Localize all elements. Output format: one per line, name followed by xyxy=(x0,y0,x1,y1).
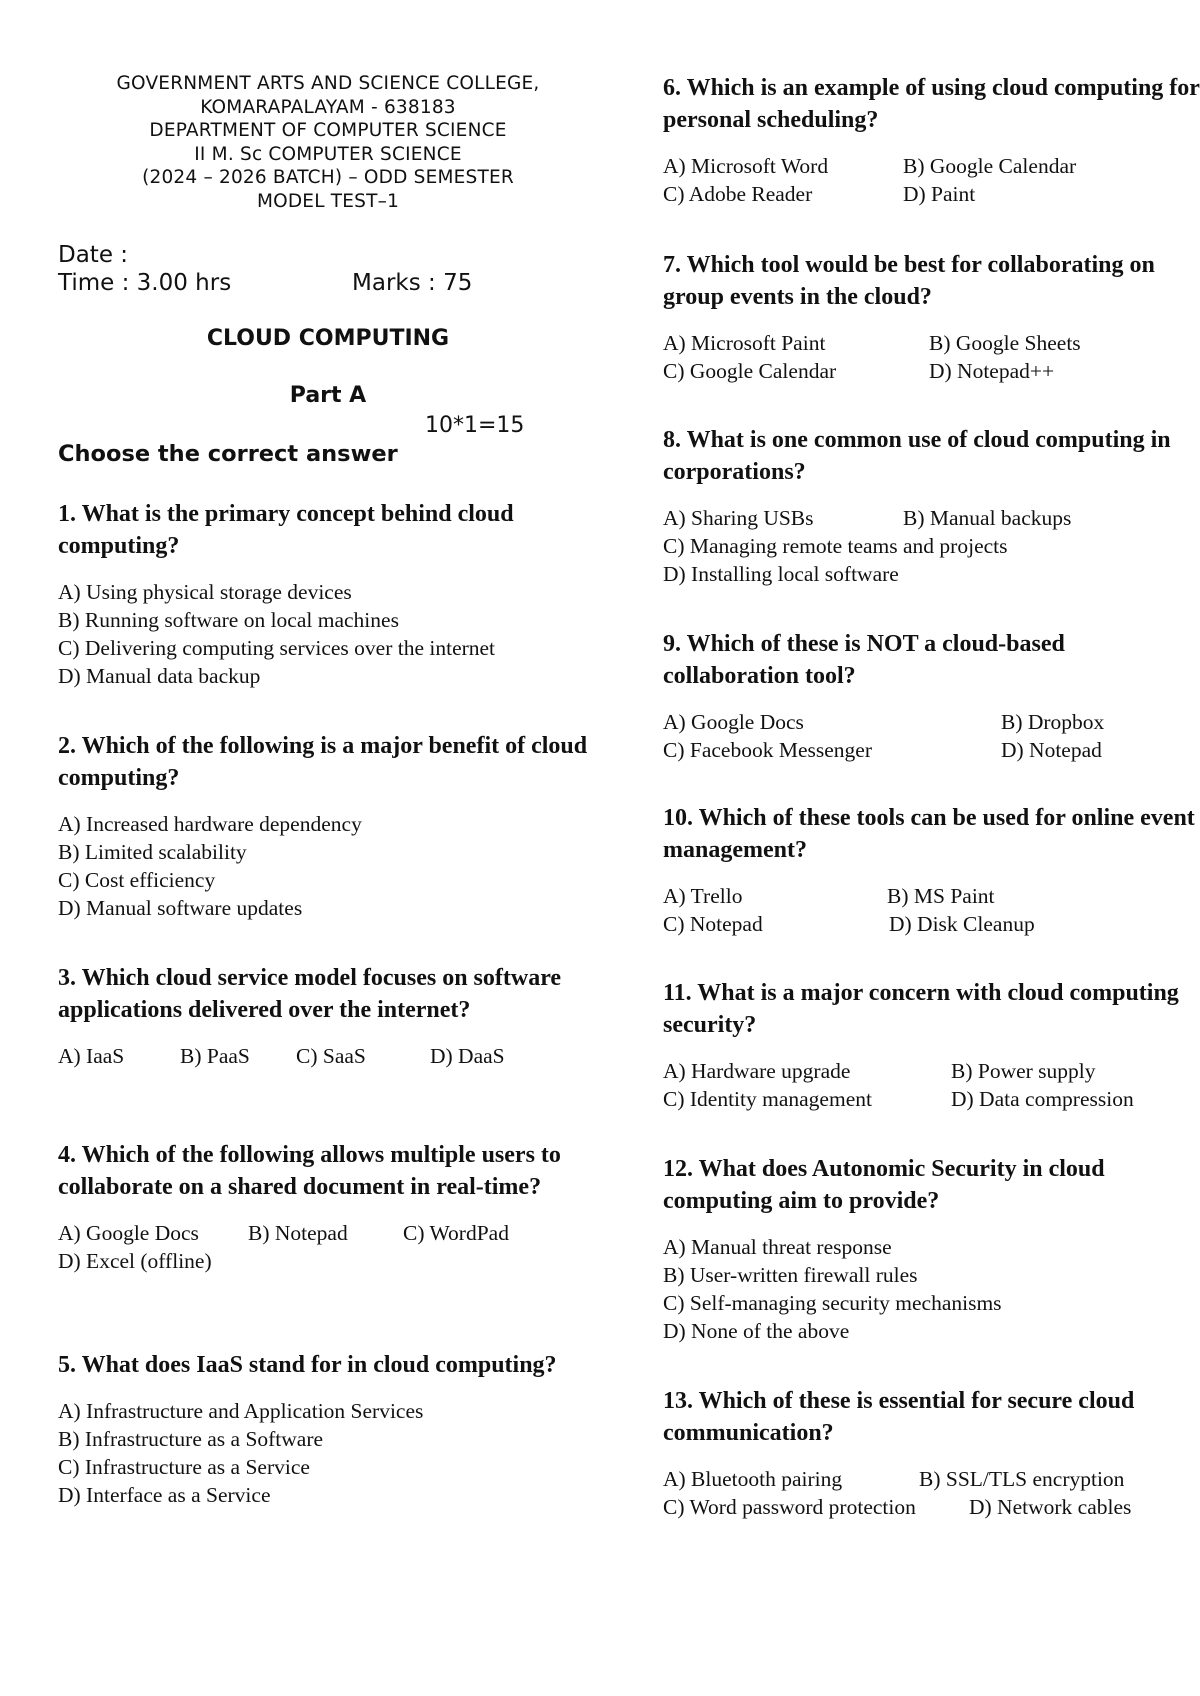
question-text: 4. Which of the following allows multiple users to collaborate on a shared document in real-time? xyxy=(58,1142,561,1200)
header-course: II M. Sc COMPUTER SCIENCE xyxy=(194,143,462,165)
option: D) Notepad++ xyxy=(929,359,1055,383)
option: D) Notepad xyxy=(1001,738,1102,762)
question-text: 10. Which of these tools can be used for online event management? xyxy=(663,805,1195,863)
question-9 xyxy=(663,628,1200,764)
option: B) Notepad xyxy=(248,1221,348,1245)
option: B) Dropbox xyxy=(1001,710,1105,734)
option-row xyxy=(663,1085,1200,1113)
option-list xyxy=(663,708,1200,764)
option: D) Excel (offline) xyxy=(58,1249,212,1273)
option: D) Manual software updates xyxy=(58,896,303,920)
question-7 xyxy=(663,249,1200,385)
option-list xyxy=(663,882,1200,938)
option-row xyxy=(663,736,1200,764)
option-list xyxy=(663,1465,1200,1521)
option-row xyxy=(663,1465,1200,1493)
option: D) Network cables xyxy=(969,1495,1132,1519)
option: C) Delivering computing services over the internet xyxy=(58,636,496,660)
option: A) Bluetooth pairing xyxy=(663,1467,843,1491)
option-row xyxy=(663,504,1200,532)
option: D) Manual data backup xyxy=(58,664,261,688)
option: D) None of the above xyxy=(663,1319,850,1343)
option: A) Manual threat response xyxy=(663,1235,892,1259)
question-6 xyxy=(663,72,1200,208)
option-row xyxy=(58,1219,598,1247)
option-list xyxy=(58,578,598,690)
instruction: Choose the correct answer xyxy=(58,441,398,467)
option: A) Google Docs xyxy=(58,1221,199,1245)
option: B) Power supply xyxy=(951,1059,1096,1083)
question-text: 2. Which of the following is a major benefit of cloud computing? xyxy=(58,733,588,791)
option: C) Managing remote teams and projects xyxy=(663,534,1008,558)
question-text: 9. Which of these is NOT a cloud-based collaboration tool? xyxy=(663,631,1065,689)
question-text: 13. Which of these is essential for secure cloud communication? xyxy=(663,1388,1135,1446)
question-8 xyxy=(663,424,1200,588)
header-department: DEPARTMENT OF COMPUTER SCIENCE xyxy=(149,120,507,141)
question-text: 11. What is a major concern with cloud computing security? xyxy=(663,980,1179,1038)
option-list xyxy=(58,1397,598,1509)
option-list xyxy=(58,1219,598,1275)
question-2 xyxy=(58,730,598,922)
option: A) Microsoft Word xyxy=(663,154,829,178)
option: D) Installing local software xyxy=(663,562,899,586)
option: B) Google Calendar xyxy=(903,154,1077,178)
option-row xyxy=(663,910,1200,938)
option: C) Identity management xyxy=(663,1087,872,1111)
option-row xyxy=(663,180,1200,208)
option: B) Infrastructure as a Software xyxy=(58,1427,324,1451)
option: C) Notepad xyxy=(663,912,763,936)
option: D) Disk Cleanup xyxy=(889,912,1035,936)
question-text: 12. What does Autonomic Security in cloud computing aim to provide? xyxy=(663,1156,1105,1214)
option-list xyxy=(663,1057,1200,1113)
option-list xyxy=(663,1233,1200,1345)
option-row xyxy=(663,882,1200,910)
option: A) Hardware upgrade xyxy=(663,1059,851,1083)
option: B) User-written firewall rules xyxy=(663,1263,918,1287)
option: A) Infrastructure and Application Services xyxy=(58,1399,424,1423)
question-text: 1. What is the primary concept behind cloud computing? xyxy=(58,501,514,559)
option: A) Google Docs xyxy=(663,710,804,734)
option: A) Microsoft Paint xyxy=(663,331,826,355)
option: C) Google Calendar xyxy=(663,359,837,383)
option: B) Manual backups xyxy=(903,506,1072,530)
question-12 xyxy=(663,1153,1200,1345)
option: C) WordPad xyxy=(403,1221,509,1245)
option-row xyxy=(663,708,1200,736)
option: D) DaaS xyxy=(430,1044,505,1068)
option: A) Using physical storage devices xyxy=(58,580,352,604)
question-4 xyxy=(58,1139,598,1275)
question-10 xyxy=(663,802,1200,938)
option: A) IaaS xyxy=(58,1044,125,1068)
option: C) Infrastructure as a Service xyxy=(58,1455,310,1479)
part-title: Part A xyxy=(289,383,367,408)
date-label: Date : xyxy=(58,242,129,268)
time-marks-line xyxy=(58,270,598,296)
question-11 xyxy=(663,977,1200,1113)
option: B) MS Paint xyxy=(887,884,995,908)
option-list xyxy=(58,810,598,922)
option: B) Google Sheets xyxy=(929,331,1081,355)
option: D) Interface as a Service xyxy=(58,1483,271,1507)
option: C) Facebook Messenger xyxy=(663,738,872,762)
header-location: KOMARAPALAYAM - 638183 xyxy=(200,96,456,118)
option: B) PaaS xyxy=(180,1044,250,1068)
option-row xyxy=(663,1493,1200,1521)
option-row xyxy=(663,1057,1200,1085)
question-text: 3. Which cloud service model focuses on software applications delivered over the internet? xyxy=(58,965,562,1023)
marks-label: Marks : 75 xyxy=(352,270,473,296)
question-text: 6. Which is an example of using cloud computing for personal scheduling? xyxy=(663,75,1200,133)
college-header xyxy=(58,72,598,213)
question-text: 8. What is one common use of cloud computing in corporations? xyxy=(663,427,1171,485)
option: C) Word password protection xyxy=(663,1495,916,1519)
marks-formula: 10*1=15 xyxy=(425,413,525,438)
subject-title: CLOUD COMPUTING xyxy=(206,326,450,351)
option-row xyxy=(58,1042,598,1070)
option: C) SaaS xyxy=(296,1044,366,1068)
option: D) Data compression xyxy=(951,1087,1134,1111)
option-list xyxy=(663,504,1200,588)
option-row xyxy=(663,152,1200,180)
option: B) Running software on local machines xyxy=(58,608,399,632)
option-list xyxy=(663,329,1200,385)
question-3 xyxy=(58,962,598,1070)
option-row xyxy=(663,357,1200,385)
option: A) Trello xyxy=(663,884,743,908)
option: C) Self-managing security mechanisms xyxy=(663,1291,1002,1315)
option-row xyxy=(663,329,1200,357)
option-list xyxy=(58,1042,598,1070)
header-test: MODEL TEST–1 xyxy=(256,190,400,212)
question-1 xyxy=(58,498,598,690)
option-list xyxy=(663,152,1200,208)
question-5 xyxy=(58,1349,598,1509)
question-text: 5. What does IaaS stand for in cloud computing? xyxy=(58,1352,557,1378)
header-college: GOVERNMENT ARTS AND SCIENCE COLLEGE, xyxy=(116,73,540,94)
option: C) Cost efficiency xyxy=(58,868,216,892)
question-13 xyxy=(663,1385,1200,1521)
header-batch: (2024 – 2026 BATCH) – ODD SEMESTER xyxy=(142,167,514,188)
option: B) Limited scalability xyxy=(58,840,247,864)
question-text: 7. Which tool would be best for collaborating on group events in the cloud? xyxy=(663,252,1155,310)
option: D) Paint xyxy=(903,182,976,206)
option: B) SSL/TLS encryption xyxy=(919,1467,1125,1491)
option: A) Sharing USBs xyxy=(663,506,814,530)
option: C) Adobe Reader xyxy=(663,182,813,206)
option: A) Increased hardware dependency xyxy=(58,812,362,836)
time-label: Time : 3.00 hrs xyxy=(58,270,232,296)
